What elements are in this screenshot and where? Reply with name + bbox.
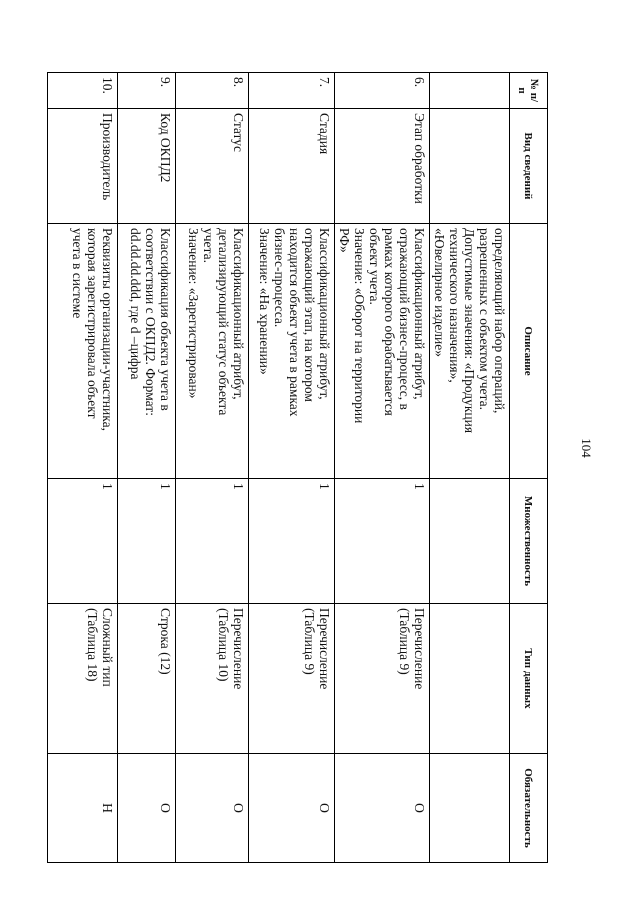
cell-required: О — [118, 754, 176, 863]
cell-description — [335, 224, 430, 479]
text-line: которая зарегистрировала объект — [85, 228, 100, 419]
text-line: отражающий этап, на котором — [302, 228, 317, 402]
cell-required: О — [249, 754, 335, 863]
cell-required: О — [176, 754, 249, 863]
table-header-row — [510, 73, 548, 863]
cell-kind: Стадия — [249, 109, 335, 224]
header-description: Описание — [510, 224, 548, 479]
text-line: Значение: «На хранении» — [257, 228, 272, 375]
cell-required: О — [335, 754, 430, 863]
text-line: «Ювелирное изделие» — [432, 228, 447, 358]
text-line: Значение: «Зарегистрирован» — [186, 228, 201, 399]
text-line: РФ» — [337, 228, 352, 253]
text-line: Классификационный атрибут, — [412, 228, 427, 400]
header-multiplicity: Множественность — [510, 479, 548, 604]
text-line: отражающий бизнес-процесс, в — [397, 228, 412, 410]
text-line: Перечисление — [231, 608, 246, 690]
cell-num: 7. — [249, 73, 335, 109]
text-line: Строка (12) — [158, 608, 173, 675]
rotated-table-wrapper — [70, 72, 548, 862]
text-line: бизнес-процесса. — [272, 228, 287, 328]
table-row — [176, 73, 249, 863]
cell-description — [118, 224, 176, 479]
cell-datatype — [249, 604, 335, 754]
text-line: рамках которого обрабатывается — [382, 228, 397, 416]
cell-description — [249, 224, 335, 479]
text-line: учета в системе — [70, 228, 85, 319]
text-line: (Таблица 18) — [85, 608, 100, 682]
text-line: Классификация объекта учета в — [158, 228, 173, 411]
cell-description — [176, 224, 249, 479]
cell-datatype — [335, 604, 430, 754]
cell-kind: Производитель — [48, 109, 118, 224]
text-line: разрешенных с объектом учета. — [477, 228, 492, 410]
cell-kind: Статус — [176, 109, 249, 224]
cell-num: 9. — [118, 73, 176, 109]
text-line: Значение: «Оборот на территории — [352, 228, 367, 424]
text-line: Классификационный атрибут, — [317, 228, 332, 400]
text-line: Допустимые значения: «Продукция — [462, 228, 477, 434]
cell-multiplicity: 1 — [176, 479, 249, 604]
header-kind: Вид сведений — [510, 109, 548, 224]
table-row-continuation — [430, 73, 510, 863]
cell-multiplicity: 1 — [48, 479, 118, 604]
cell-description — [430, 224, 510, 479]
text-line: (Таблица 9) — [397, 608, 412, 675]
table-row — [249, 73, 335, 863]
table-row — [48, 73, 118, 863]
cell-required: Н — [48, 754, 118, 863]
text-line: определяющий набор операций, — [492, 228, 507, 414]
cell-multiplicity: 1 — [118, 479, 176, 604]
text-line: Перечисление — [317, 608, 332, 690]
cell-description — [48, 224, 118, 479]
cell-num: 8. — [176, 73, 249, 109]
text-line: находится объект учета в рамках — [287, 228, 302, 417]
text-line: Перечисление — [412, 608, 427, 690]
cell-datatype — [176, 604, 249, 754]
text-line: учета. — [201, 228, 216, 263]
text-line: Классификационный атрибут, — [231, 228, 246, 400]
cell-datatype — [118, 604, 176, 754]
text-line: детализирующий статус объекта — [216, 228, 231, 416]
header-required: Обязательность — [510, 754, 548, 863]
cell-num: 6. — [335, 73, 430, 109]
table-row — [335, 73, 430, 863]
text-line: dd.dd.dd.ddd, где d –цифра — [128, 228, 143, 380]
text-line: (Таблица 9) — [302, 608, 317, 675]
page-number: 104 — [578, 438, 594, 458]
text-line: (Таблица 10) — [216, 608, 231, 682]
cell-num: 10. — [48, 73, 118, 109]
header-num: № п/п — [510, 73, 548, 109]
cell-kind: Код ОКПД2 — [118, 109, 176, 224]
text-line: технического назначения», — [447, 228, 462, 383]
text-line: Реквизиты организации-участника, — [100, 228, 115, 431]
header-datatype: Тип данных — [510, 604, 548, 754]
text-line: Сложный тип — [100, 608, 115, 687]
text-line: соответствии с ОКПД2. Формат: — [143, 228, 158, 416]
cell-kind: Этап обработки — [335, 109, 430, 224]
text-line: объект учета. — [367, 228, 382, 305]
cell-multiplicity: 1 — [335, 479, 430, 604]
table-row — [118, 73, 176, 863]
cell-datatype — [48, 604, 118, 754]
cell-multiplicity: 1 — [249, 479, 335, 604]
data-table — [47, 72, 548, 863]
